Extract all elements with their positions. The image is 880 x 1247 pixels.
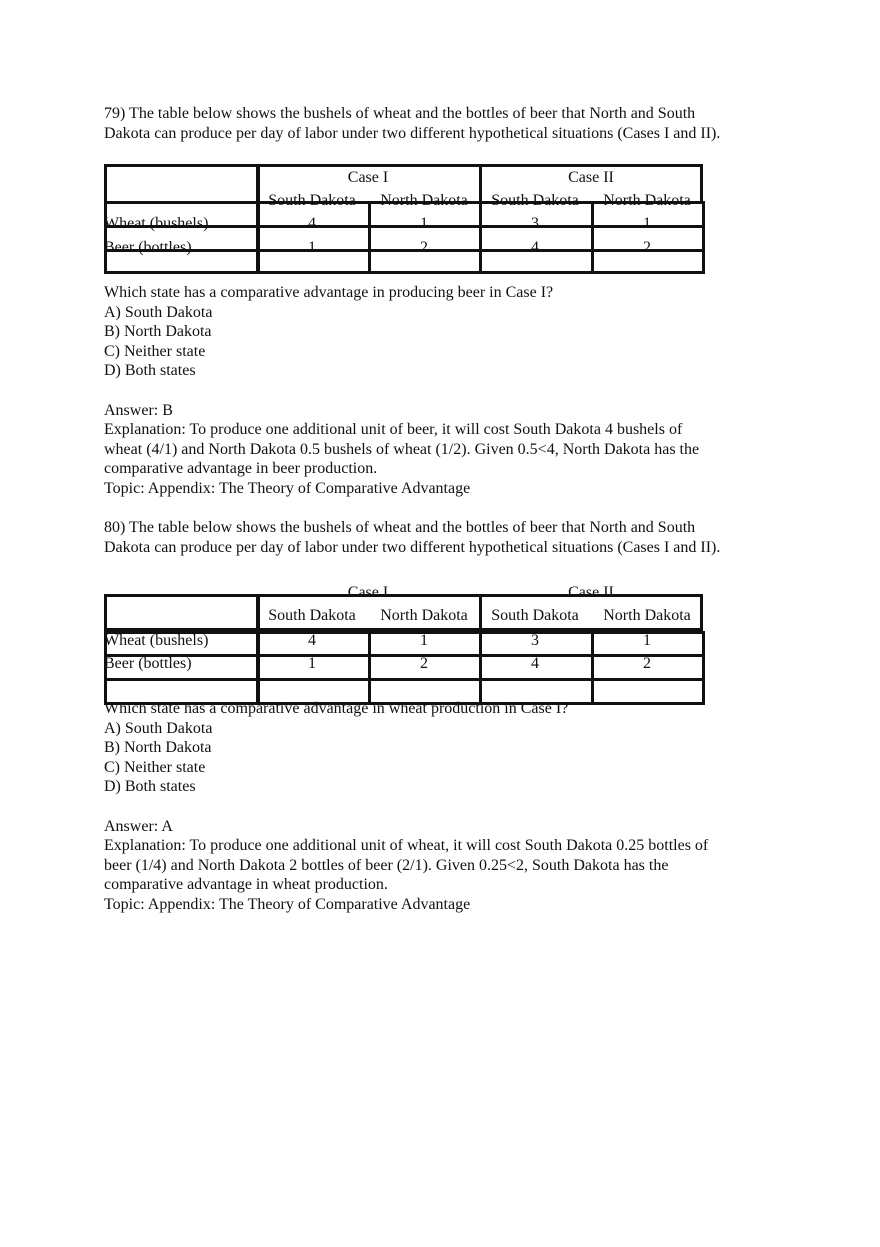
table-cell <box>104 631 260 657</box>
case-ii-header-cell <box>479 594 703 631</box>
question-number: 79) <box>104 105 126 122</box>
table-cell <box>479 201 594 228</box>
row-label-wheat: Wheat (bushels) <box>104 632 209 649</box>
table-cell <box>591 225 705 252</box>
explanation-line-1: Explanation: To produce one additional unit of beer, it will cost South Dakota 4 bushels of <box>104 421 683 439</box>
option-d: D) Both states <box>104 362 196 380</box>
table-cell <box>368 225 482 252</box>
subheader-north-dakota: North Dakota <box>603 607 691 624</box>
question-79-intro <box>104 104 804 143</box>
table-value: 3 <box>531 215 539 232</box>
table-cell <box>591 654 705 681</box>
table-cell <box>104 225 260 252</box>
table-cell <box>479 631 594 657</box>
row-label-beer: Beer (bottles) <box>104 239 192 256</box>
table-cell <box>256 249 371 274</box>
table-cell <box>368 654 482 681</box>
question-80-body <box>104 699 804 915</box>
case-i-header-cell <box>256 594 482 631</box>
option-b: B) North Dakota <box>104 739 212 757</box>
subheader-north-dakota: North Dakota <box>380 607 468 624</box>
explanation-line-3: comparative advantage in wheat production. <box>104 876 388 894</box>
table-value: 4 <box>531 239 539 256</box>
table-value: 2 <box>643 655 651 672</box>
table-cell <box>368 201 482 228</box>
table-value: 4 <box>308 215 316 232</box>
question-number: 80) <box>104 519 126 537</box>
table-cell <box>479 225 594 252</box>
option-d: D) Both states <box>104 778 196 796</box>
table-value: 1 <box>420 632 428 649</box>
table-value: 4 <box>308 632 316 649</box>
explanation-line-3: comparative advantage in beer production. <box>104 460 378 478</box>
option-a: A) South Dakota <box>104 303 213 321</box>
intro-line-1: The table below shows the bushels of wheat and the bottles of beer that North and South <box>129 105 696 122</box>
case-i-header-cell <box>256 164 482 204</box>
case-i-label: Case I <box>347 169 389 186</box>
table-corner-cell <box>104 594 260 631</box>
table-cell <box>104 201 260 228</box>
table-cell <box>479 654 594 681</box>
table-value: 2 <box>643 239 651 256</box>
table-value: 1 <box>420 215 428 232</box>
answer: Answer: B <box>104 401 173 419</box>
table-value: 1 <box>643 215 651 232</box>
table-value: 4 <box>531 655 539 672</box>
table-cell <box>104 654 260 681</box>
question-text: Which state has a comparative advantage in wheat production in Case I? <box>104 700 569 717</box>
table-value: 1 <box>308 655 316 672</box>
table-cell <box>591 249 705 274</box>
table-cell <box>591 201 705 228</box>
table-cell <box>256 201 371 228</box>
intro-line-2: Dakota can produce per day of labor under two different hypothetical situations (Cases I and II). <box>104 538 721 556</box>
table-value: 1 <box>308 239 316 256</box>
intro-line-2: Dakota can produce per day of labor under two different hypothetical situations (Cases I and II). <box>104 124 721 142</box>
case-ii-label: Case II <box>568 169 614 186</box>
row-label-beer: Beer (bottles) <box>104 655 192 672</box>
case-ii-label: Case II <box>568 584 614 601</box>
option-c: C) Neither state <box>104 758 206 776</box>
table-cell <box>368 249 482 274</box>
explanation-line-1: Explanation: To produce one additional unit of wheat, it will cost South Dakota 0.25 bottles of <box>104 837 709 855</box>
question-79-body <box>104 283 804 557</box>
topic: Topic: Appendix: The Theory of Comparative Advantage <box>104 479 471 497</box>
row-label-wheat: Wheat (bushels) <box>104 215 209 232</box>
subheader-south-dakota: South Dakota <box>268 607 356 624</box>
case-ii-header-cell <box>479 164 703 204</box>
table-value: 2 <box>420 239 428 256</box>
option-a: A) South Dakota <box>104 719 213 737</box>
option-c: C) Neither state <box>104 342 206 360</box>
subheader-south-dakota: South Dakota <box>491 192 579 209</box>
table-cell <box>368 631 482 657</box>
subheader-north-dakota: North Dakota <box>603 192 691 209</box>
table-cell <box>591 631 705 657</box>
table-value: 2 <box>420 655 428 672</box>
table-value: 3 <box>531 632 539 649</box>
table-value: 1 <box>643 632 651 649</box>
explanation-line-2: beer (1/4) and North Dakota 2 bottles of beer (2/1). Given 0.25<2, South Dakota has the <box>104 856 669 874</box>
topic: Topic: Appendix: The Theory of Comparative Advantage <box>104 895 471 913</box>
table-cell <box>479 249 594 274</box>
table-cell <box>256 631 371 657</box>
intro-line-1: The table below shows the bushels of wheat and the bottles of beer that North and South <box>129 519 696 537</box>
subheader-north-dakota: North Dakota <box>380 192 468 209</box>
table-cell <box>256 654 371 681</box>
question-text: Which state has a comparative advantage in producing beer in Case I? <box>104 284 554 301</box>
table-corner-cell <box>104 164 260 204</box>
table-cell <box>256 225 371 252</box>
table-cell <box>104 249 260 274</box>
subheader-south-dakota: South Dakota <box>268 192 356 209</box>
subheader-south-dakota: South Dakota <box>491 607 579 624</box>
case-i-label: Case I <box>347 584 389 601</box>
explanation-line-2: wheat (4/1) and North Dakota 0.5 bushels of wheat (1/2). Given 0.5<4, North Dakota has the <box>104 440 700 458</box>
answer: Answer: A <box>104 817 173 835</box>
option-b: B) North Dakota <box>104 323 212 341</box>
